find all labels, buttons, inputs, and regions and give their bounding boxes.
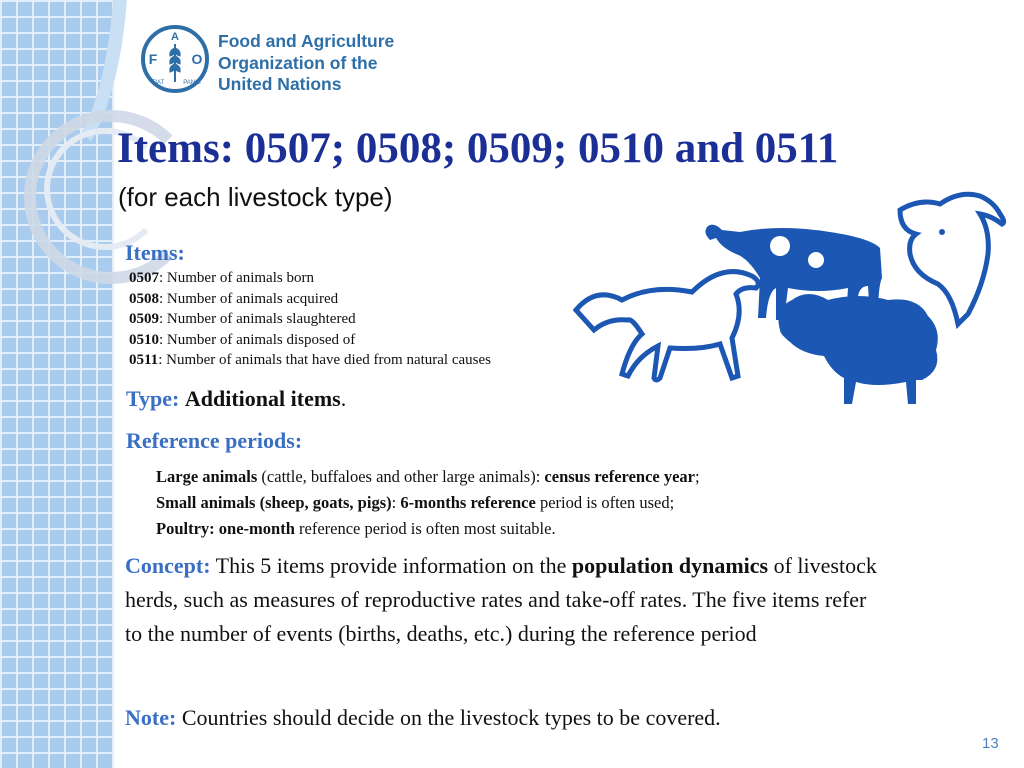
list-item: Small animals (sheep, goats, pigs): 6-months reference period is often used; xyxy=(156,493,675,512)
list-item: 0507: Number of animals born xyxy=(129,270,314,286)
fao-logo-icon xyxy=(140,24,210,94)
list-item: 0509: Number of animals slaughtered xyxy=(129,311,356,327)
slide-title: Items: 0507; 0508; 0509; 0510 and 0511 xyxy=(117,125,839,172)
org-name-line: United Nations xyxy=(218,74,342,94)
reference-periods-heading: Reference periods: xyxy=(126,428,303,453)
list-item: 0508: Number of animals acquired xyxy=(129,290,339,307)
items-heading: Items: xyxy=(125,240,185,265)
reference-periods-list xyxy=(156,464,700,542)
list-item: 0511: Number of animals that have died from natural causes xyxy=(129,352,491,368)
list-item: Poultry: one-month reference period is often most suitable. xyxy=(156,519,556,538)
svg-text:PANIS: PANIS xyxy=(183,80,201,86)
type-line: Type: Additional items. xyxy=(126,386,347,411)
livestock-illustration xyxy=(570,180,1024,440)
concept-paragraph: Concept: This 5 items provide information on the population dynamics of livestock herds, such as measures of reproductive rates and take-off rates. The five items refer to the number of events (births, deaths, etc.) during the reference period xyxy=(125,553,877,646)
svg-text:FIAT: FIAT xyxy=(151,80,165,86)
sheep-icon xyxy=(779,294,938,404)
items-list xyxy=(129,268,491,371)
note-line: Note: Countries should decide on the livestock types to be covered. xyxy=(125,705,721,730)
svg-text:F: F xyxy=(148,51,158,67)
org-name-line: Organization of the xyxy=(218,52,378,73)
page-number: 13 xyxy=(982,735,999,752)
slide-subtitle: (for each livestock type) xyxy=(118,182,393,212)
svg-text:A: A xyxy=(171,31,179,43)
svg-text:O: O xyxy=(191,51,203,67)
list-item: 0510: Number of animals disposed of xyxy=(129,331,356,348)
organization-name xyxy=(218,31,394,96)
horse-icon xyxy=(576,272,758,380)
list-item: Large animals (cattle, buffaloes and other large animals): census reference year; xyxy=(156,467,700,486)
org-name-line: Food and Agriculture xyxy=(218,31,395,51)
